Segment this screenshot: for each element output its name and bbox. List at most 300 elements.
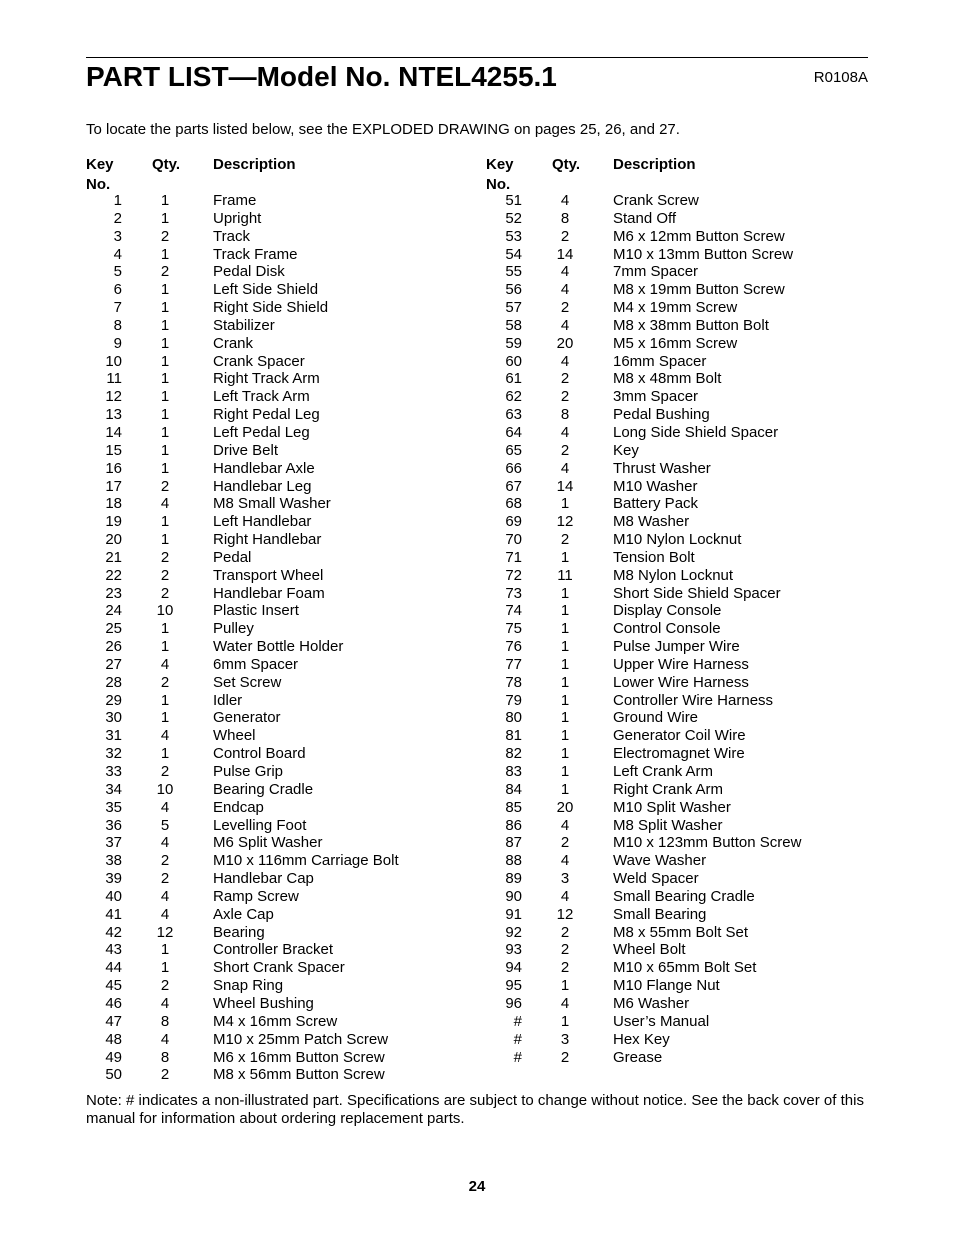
part-description: Levelling Foot xyxy=(213,816,307,834)
part-description: 3mm Spacer xyxy=(613,388,699,406)
part-key-no: 38 xyxy=(105,852,122,870)
part-qty: 2 xyxy=(560,834,570,852)
part-key-no: 22 xyxy=(105,566,122,584)
part-qty: 1 xyxy=(160,370,170,388)
qty-header: Qty. xyxy=(552,156,581,173)
part-description: M10 Washer xyxy=(613,477,698,495)
part-qty: 1 xyxy=(560,584,570,602)
part-qty: 4 xyxy=(560,316,570,334)
part-key-no: 29 xyxy=(105,691,122,709)
part-qty: 1 xyxy=(560,709,570,727)
part-description: Left Pedal Leg xyxy=(213,423,310,441)
part-qty: 11 xyxy=(557,566,573,584)
part-description: Right Track Arm xyxy=(213,370,320,388)
description-header: Description xyxy=(213,156,296,173)
part-qty: 2 xyxy=(560,959,570,977)
part-key-no: 18 xyxy=(105,495,122,513)
part-key-no: 60 xyxy=(505,352,522,370)
part-key-no: 15 xyxy=(105,441,122,459)
part-qty: 2 xyxy=(560,941,570,959)
part-description: Controller Bracket xyxy=(213,941,334,959)
part-qty: 2 xyxy=(560,370,570,388)
part-qty: 1 xyxy=(160,388,170,406)
part-key-no: 56 xyxy=(505,281,522,299)
part-qty: 2 xyxy=(560,227,570,245)
part-qty: 20 xyxy=(556,334,574,352)
part-key-no: 73 xyxy=(505,584,522,602)
part-description: M6 Washer xyxy=(613,994,690,1012)
part-qty: 1 xyxy=(560,727,570,745)
part-key-no: 51 xyxy=(505,192,522,209)
part-description: M10 x 25mm Patch Screw xyxy=(213,1030,389,1048)
part-qty: 4 xyxy=(560,852,570,870)
footnote: Note: # indicates a non-illustrated part. Specifications are subject to change without notice. See the back cover of this manual for information about ordering replacement parts. xyxy=(86,1092,864,1127)
part-qty: 1 xyxy=(160,459,170,477)
part-qty: 1 xyxy=(560,655,570,673)
part-qty: 4 xyxy=(160,905,170,923)
part-description: Left Track Arm xyxy=(213,388,310,406)
part-description: Handlebar Leg xyxy=(213,477,312,495)
part-key-no: 19 xyxy=(105,513,122,531)
part-key-no: # xyxy=(513,1030,522,1048)
part-qty: 2 xyxy=(560,1048,570,1066)
description-header: Description xyxy=(613,156,696,173)
part-description: M6 x 16mm Button Screw xyxy=(213,1048,385,1066)
part-key-no: 9 xyxy=(113,334,122,352)
part-qty: 2 xyxy=(160,477,170,495)
part-description: 16mm Spacer xyxy=(613,352,707,370)
part-description: M8 x 48mm Bolt xyxy=(613,370,722,388)
part-key-no: 25 xyxy=(105,620,122,638)
part-description: Track xyxy=(213,227,250,245)
page-number: 24 xyxy=(468,1178,486,1195)
part-key-no: 21 xyxy=(105,548,122,566)
part-key-no: 89 xyxy=(505,870,522,888)
part-description: Left Handlebar xyxy=(213,513,312,531)
part-key-no: 92 xyxy=(505,923,522,941)
part-qty: 10 xyxy=(156,780,174,798)
part-key-no: 40 xyxy=(105,887,122,905)
part-qty: 2 xyxy=(560,923,570,941)
part-key-no: 68 xyxy=(505,495,522,513)
part-description: Idler xyxy=(213,691,243,709)
part-qty: 4 xyxy=(560,459,570,477)
part-key-no: 82 xyxy=(505,745,522,763)
part-key-no: 96 xyxy=(505,994,522,1012)
part-qty: 1 xyxy=(560,638,570,656)
part-key-no: 33 xyxy=(105,763,122,780)
part-qty: 1 xyxy=(160,441,170,459)
part-description: M5 x 16mm Screw xyxy=(613,334,738,352)
part-description: 6mm Spacer xyxy=(213,655,299,673)
part-key-no: 36 xyxy=(105,816,122,834)
part-key-no: 34 xyxy=(105,780,122,798)
part-qty: 1 xyxy=(160,423,170,441)
part-description: Small Bearing xyxy=(613,905,707,923)
part-key-no: 11 xyxy=(106,370,122,388)
part-key-no: 20 xyxy=(105,531,122,549)
part-description: M8 x 38mm Button Bolt xyxy=(613,316,769,334)
part-key-no: 45 xyxy=(105,977,122,995)
part-description: Lower Wire Harness xyxy=(613,673,749,691)
part-key-no: 50 xyxy=(105,1066,122,1084)
part-description: M8 Small Washer xyxy=(213,495,331,513)
part-description: Pedal Bushing xyxy=(613,406,710,424)
part-description: 7mm Spacer xyxy=(613,263,699,281)
part-description: Stand Off xyxy=(613,209,677,227)
part-qty: 4 xyxy=(160,655,170,673)
part-description: M4 x 19mm Screw xyxy=(613,299,738,317)
part-description: Bearing xyxy=(213,923,265,941)
part-description: M8 x 56mm Button Screw xyxy=(213,1066,385,1084)
part-key-no: 35 xyxy=(105,798,122,816)
part-key-no: 72 xyxy=(505,566,522,584)
part-key-no: 7 xyxy=(113,299,122,317)
part-key-no: 61 xyxy=(505,370,522,388)
part-key-no: 39 xyxy=(105,870,122,888)
part-key-no: 5 xyxy=(113,263,122,281)
part-qty: 4 xyxy=(560,192,570,209)
part-description: Crank Spacer xyxy=(213,352,305,370)
part-key-no: 31 xyxy=(105,727,122,745)
part-description: Bearing Cradle xyxy=(213,780,314,798)
part-qty: 1 xyxy=(160,245,170,263)
part-qty: 4 xyxy=(560,994,570,1012)
part-qty: 1 xyxy=(560,763,570,780)
part-key-no: 42 xyxy=(105,923,122,941)
part-key-no: 86 xyxy=(505,816,522,834)
part-description: Left Side Shield xyxy=(213,281,319,299)
part-description: Pedal xyxy=(213,548,252,566)
part-key-no: 16 xyxy=(105,459,122,477)
part-key-no: 24 xyxy=(105,602,122,620)
part-description: Pulse Jumper Wire xyxy=(613,638,740,656)
part-description: M6 x 12mm Button Screw xyxy=(613,227,785,245)
part-description: Short Side Shield Spacer xyxy=(613,584,781,602)
part-key-no: # xyxy=(513,1048,522,1066)
part-qty: 4 xyxy=(160,1030,170,1048)
intro-text: To locate the parts listed below, see the EXPLODED DRAWING on pages 25, 26, and 27. xyxy=(86,121,680,138)
part-description: Short Crank Spacer xyxy=(213,959,345,977)
part-description: Snap Ring xyxy=(213,977,284,995)
part-key-no: 32 xyxy=(105,745,122,763)
part-key-no: # xyxy=(513,1012,522,1030)
part-key-no: 66 xyxy=(505,459,522,477)
part-qty: 1 xyxy=(560,780,570,798)
part-key-no: 13 xyxy=(105,406,122,424)
part-description: Pedal Disk xyxy=(213,263,285,281)
part-qty: 1 xyxy=(560,495,570,513)
part-key-no: 58 xyxy=(505,316,522,334)
part-qty: 12 xyxy=(556,513,574,531)
part-key-no: 70 xyxy=(505,531,522,549)
part-description: User’s Manual xyxy=(613,1012,710,1030)
part-description: Battery Pack xyxy=(613,495,699,513)
part-qty: 1 xyxy=(160,745,170,763)
part-qty: 1 xyxy=(160,638,170,656)
part-key-no: 17 xyxy=(105,477,122,495)
part-description: Wheel Bushing xyxy=(213,994,314,1012)
part-description: Control Board xyxy=(213,745,306,763)
part-qty: 1 xyxy=(160,209,170,227)
part-key-no: 71 xyxy=(505,548,522,566)
part-key-no: 57 xyxy=(505,299,522,317)
part-qty: 2 xyxy=(560,531,570,549)
part-qty: 3 xyxy=(560,870,570,888)
part-description: Upright xyxy=(213,209,262,227)
part-key-no: 88 xyxy=(505,852,522,870)
part-description: Small Bearing Cradle xyxy=(613,887,755,905)
part-qty: 2 xyxy=(560,441,570,459)
part-description: Handlebar Axle xyxy=(213,459,315,477)
part-description: M8 x 55mm Bolt Set xyxy=(613,923,749,941)
part-key-no: 41 xyxy=(105,905,122,923)
part-qty: 4 xyxy=(160,994,170,1012)
part-description: Drive Belt xyxy=(213,441,279,459)
part-key-no: 47 xyxy=(105,1012,122,1030)
part-description: Wave Washer xyxy=(613,852,707,870)
part-qty: 2 xyxy=(160,566,170,584)
part-description: Handlebar Foam xyxy=(213,584,325,602)
part-key-no: 23 xyxy=(105,584,122,602)
qty-header: Qty. xyxy=(152,156,181,173)
part-qty: 4 xyxy=(560,816,570,834)
part-qty: 12 xyxy=(556,905,574,923)
part-qty: 2 xyxy=(160,852,170,870)
part-key-no: 85 xyxy=(505,798,522,816)
part-qty: 4 xyxy=(160,495,170,513)
document-code: R0108A xyxy=(813,69,868,86)
part-qty: 8 xyxy=(560,406,570,424)
part-description: Right Crank Arm xyxy=(613,780,724,798)
part-key-no: 12 xyxy=(105,388,122,406)
part-qty: 1 xyxy=(160,959,170,977)
part-description: Crank xyxy=(213,334,254,352)
part-description: Upper Wire Harness xyxy=(613,655,749,673)
part-description: M6 Split Washer xyxy=(213,834,323,852)
part-qty: 1 xyxy=(160,281,170,299)
part-qty: 8 xyxy=(560,209,570,227)
part-description: Right Handlebar xyxy=(213,531,322,549)
part-description: Right Side Shield xyxy=(213,299,329,317)
part-description: Wheel Bolt xyxy=(613,941,686,959)
part-key-no: 48 xyxy=(105,1030,122,1048)
part-description: Control Console xyxy=(613,620,721,638)
part-qty: 1 xyxy=(160,192,170,209)
part-qty: 10 xyxy=(156,602,174,620)
part-description: Water Bottle Holder xyxy=(213,638,344,656)
part-key-no: 93 xyxy=(505,941,522,959)
part-key-no: 28 xyxy=(105,673,122,691)
part-description: Pulley xyxy=(213,620,254,638)
part-key-no: 63 xyxy=(505,406,522,424)
part-key-no: 44 xyxy=(105,959,122,977)
part-description: Electromagnet Wire xyxy=(613,745,745,763)
part-qty: 1 xyxy=(160,709,170,727)
part-description: Hex Key xyxy=(613,1030,670,1048)
key-no-header: Key No. xyxy=(486,156,514,193)
part-description: M8 Washer xyxy=(613,513,690,531)
title-rule xyxy=(86,57,868,58)
part-description: Generator xyxy=(213,709,281,727)
part-qty: 1 xyxy=(160,316,170,334)
part-key-no: 59 xyxy=(505,334,522,352)
part-key-no: 53 xyxy=(505,227,522,245)
part-description: Transport Wheel xyxy=(213,566,324,584)
part-description: Tension Bolt xyxy=(613,548,695,566)
part-qty: 1 xyxy=(160,513,170,531)
part-key-no: 49 xyxy=(105,1048,122,1066)
part-key-no: 78 xyxy=(505,673,522,691)
part-description: M10 x 123mm Button Screw xyxy=(613,834,802,852)
part-description: Frame xyxy=(213,192,257,209)
part-qty: 4 xyxy=(560,352,570,370)
part-description: Grease xyxy=(613,1048,663,1066)
part-key-no: 54 xyxy=(505,245,522,263)
part-key-no: 43 xyxy=(105,941,122,959)
part-description: M10 Split Washer xyxy=(613,798,731,816)
part-qty: 1 xyxy=(560,977,570,995)
part-key-no: 27 xyxy=(105,655,122,673)
part-key-no: 8 xyxy=(113,316,122,334)
part-qty: 20 xyxy=(556,798,574,816)
part-qty: 4 xyxy=(160,834,170,852)
part-description: Pulse Grip xyxy=(213,763,284,780)
part-key-no: 64 xyxy=(505,423,522,441)
part-description: M8 x 19mm Button Screw xyxy=(613,281,785,299)
part-description: Controller Wire Harness xyxy=(613,691,774,709)
part-description: M4 x 16mm Screw xyxy=(213,1012,338,1030)
part-qty: 2 xyxy=(160,263,170,281)
part-qty: 4 xyxy=(160,727,170,745)
part-description: M8 Split Washer xyxy=(613,816,723,834)
part-qty: 1 xyxy=(160,620,170,638)
part-qty: 1 xyxy=(560,673,570,691)
part-qty: 14 xyxy=(556,477,574,495)
part-key-no: 87 xyxy=(505,834,522,852)
part-key-no: 79 xyxy=(505,691,522,709)
part-key-no: 62 xyxy=(505,388,522,406)
part-description: Set Screw xyxy=(213,673,282,691)
part-qty: 1 xyxy=(560,691,570,709)
part-qty: 1 xyxy=(560,745,570,763)
part-description: Left Crank Arm xyxy=(613,763,714,780)
part-key-no: 84 xyxy=(505,780,522,798)
part-key-no: 83 xyxy=(505,763,522,780)
part-description: M10 Nylon Locknut xyxy=(613,531,742,549)
part-description: Endcap xyxy=(213,798,264,816)
part-key-no: 52 xyxy=(505,209,522,227)
part-key-no: 74 xyxy=(505,602,522,620)
part-description: Key xyxy=(613,441,639,459)
part-qty: 4 xyxy=(560,263,570,281)
part-qty: 2 xyxy=(160,1066,170,1084)
part-description: Weld Spacer xyxy=(613,870,699,888)
part-qty: 14 xyxy=(556,245,574,263)
part-key-no: 94 xyxy=(505,959,522,977)
part-key-no: 37 xyxy=(105,834,122,852)
part-qty: 1 xyxy=(160,941,170,959)
part-description: Plastic Insert xyxy=(213,602,299,620)
part-key-no: 67 xyxy=(505,477,522,495)
part-qty: 2 xyxy=(160,673,170,691)
part-description: Right Pedal Leg xyxy=(213,406,320,424)
part-description: Handlebar Cap xyxy=(213,870,314,888)
part-description: Generator Coil Wire xyxy=(613,727,746,745)
part-description: M10 x 13mm Button Screw xyxy=(613,245,794,263)
part-qty: 4 xyxy=(560,887,570,905)
part-description: Crank Screw xyxy=(613,192,699,209)
part-qty: 1 xyxy=(160,691,170,709)
part-qty: 2 xyxy=(160,548,170,566)
part-key-no: 81 xyxy=(505,727,522,745)
part-qty: 2 xyxy=(560,388,570,406)
part-qty: 1 xyxy=(160,531,170,549)
part-key-no: 69 xyxy=(505,513,522,531)
part-key-no: 65 xyxy=(505,441,522,459)
part-key-no: 91 xyxy=(505,905,522,923)
part-key-no: 1 xyxy=(113,192,122,209)
part-qty: 1 xyxy=(560,620,570,638)
page-title: PART LIST—Model No. NTEL4255.1 xyxy=(86,61,557,92)
part-qty: 4 xyxy=(560,281,570,299)
part-key-no: 46 xyxy=(105,994,122,1012)
part-key-no: 30 xyxy=(105,709,122,727)
part-description: Thrust Washer xyxy=(613,459,711,477)
part-qty: 1 xyxy=(560,602,570,620)
part-description: Long Side Shield Spacer xyxy=(613,423,779,441)
part-description: M10 x 65mm Bolt Set xyxy=(613,959,757,977)
part-qty: 1 xyxy=(560,548,570,566)
part-description: M10 Flange Nut xyxy=(613,977,720,995)
part-qty: 1 xyxy=(160,334,170,352)
part-qty: 1 xyxy=(160,299,170,317)
part-key-no: 75 xyxy=(505,620,522,638)
part-description: Ramp Screw xyxy=(213,887,299,905)
part-qty: 2 xyxy=(160,870,170,888)
part-key-no: 2 xyxy=(113,209,122,227)
part-qty: 8 xyxy=(160,1048,170,1066)
part-qty: 1 xyxy=(160,352,170,370)
part-key-no: 3 xyxy=(113,227,122,245)
part-qty: 2 xyxy=(560,299,570,317)
part-key-no: 77 xyxy=(505,655,522,673)
part-qty: 4 xyxy=(560,423,570,441)
part-description: Wheel xyxy=(213,727,256,745)
part-key-no: 4 xyxy=(113,245,122,263)
part-description: Ground Wire xyxy=(613,709,699,727)
part-qty: 12 xyxy=(156,923,174,941)
part-key-no: 95 xyxy=(505,977,522,995)
part-description: M10 x 116mm Carriage Bolt xyxy=(213,852,399,870)
part-key-no: 10 xyxy=(105,352,122,370)
part-qty: 2 xyxy=(160,763,170,780)
part-key-no: 80 xyxy=(505,709,522,727)
part-key-no: 55 xyxy=(505,263,522,281)
part-description: Axle Cap xyxy=(213,905,274,923)
part-key-no: 76 xyxy=(505,638,522,656)
part-description: M8 Nylon Locknut xyxy=(613,566,734,584)
key-no-header: Key No. xyxy=(86,156,114,193)
part-key-no: 6 xyxy=(113,281,122,299)
part-key-no: 90 xyxy=(505,887,522,905)
part-qty: 3 xyxy=(560,1030,570,1048)
part-qty: 4 xyxy=(160,887,170,905)
part-qty: 4 xyxy=(160,798,170,816)
part-key-no: 14 xyxy=(105,423,122,441)
part-qty: 2 xyxy=(160,977,170,995)
part-qty: 5 xyxy=(160,816,170,834)
